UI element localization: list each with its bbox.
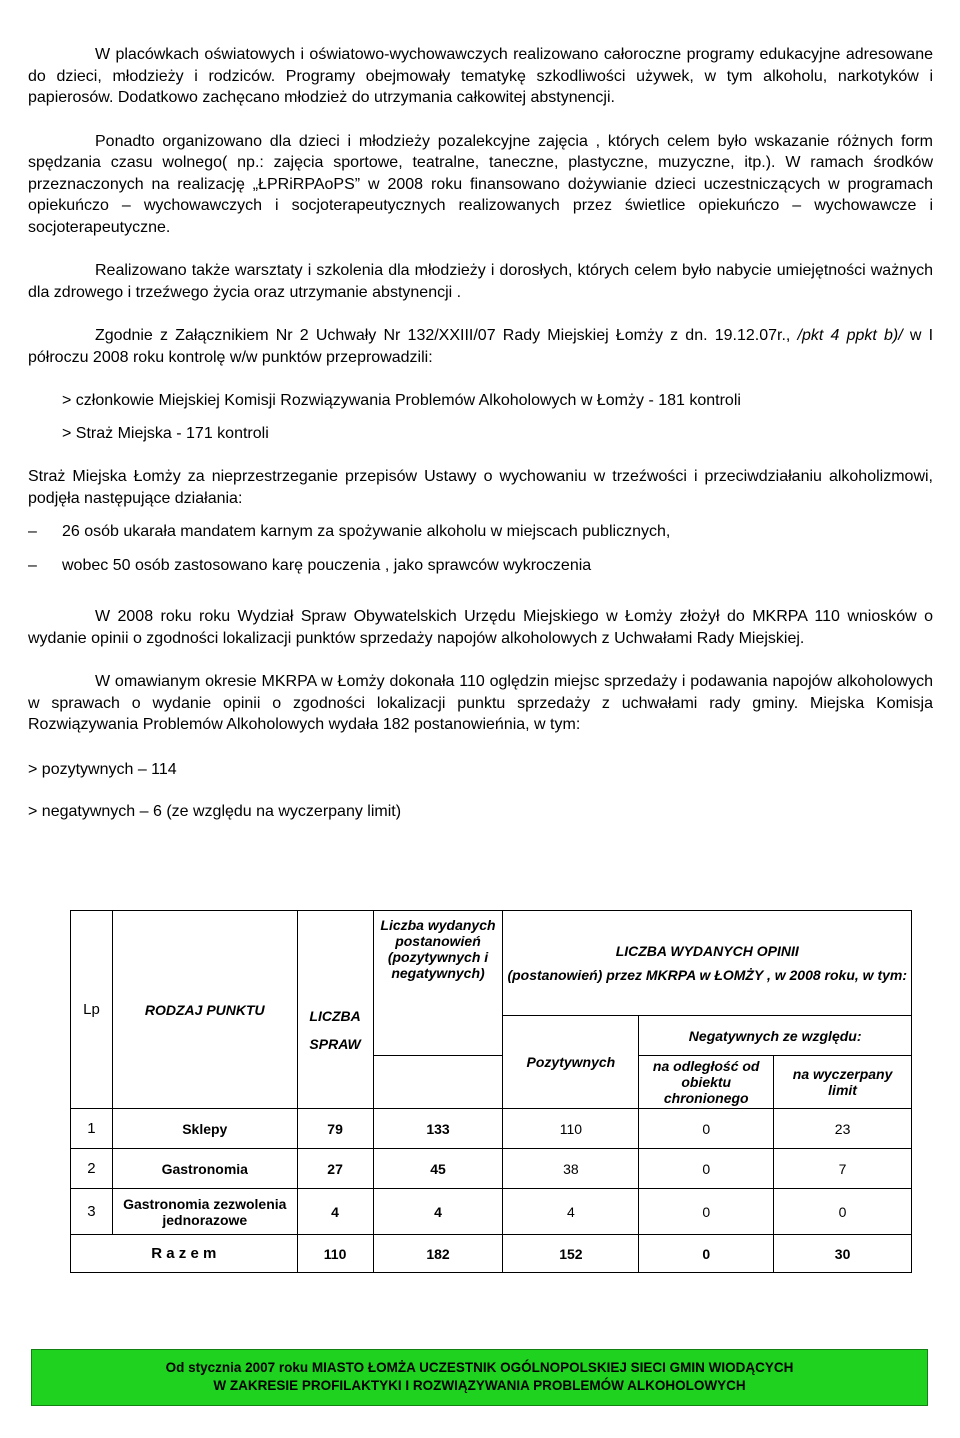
header-distance: na odległość od obiektu chronionego <box>639 1056 774 1109</box>
header-positive: Pozytywnych <box>503 1016 639 1109</box>
cell-limit: 23 <box>774 1109 912 1149</box>
document-body <box>28 44 933 823</box>
header-cases-line1: LICZBA <box>309 1007 361 1024</box>
total-issued: 182 <box>373 1235 503 1273</box>
total-positive: 152 <box>503 1235 639 1273</box>
paragraph-applications: W 2008 roku roku Wydział Spraw Obywatelskich Urzędu Miejskiego w Łomży złożył do MKRPA 110 wniosków o wydanie opinii o zgodności lokalizacji punktów sprzedaży napojów alkoholowych z Uchwałami Rady Miejskiej. <box>28 608 933 647</box>
paragraph-inspections: W omawianym okresie MKRPA w Łomży dokonała 110 oględzin miejsc sprzedaży i podawania napojów alkoholowych w sprawach o wydanie opinii o zgodności lokalizacji punktu sprzedaży z uchwałami rady gminy. Miejska Komisja Rozwiązywania Problemów Alkoholowych wydała 182 postanowieńnia, w tym: <box>28 673 933 733</box>
table-row <box>71 1189 912 1235</box>
table-row <box>71 1109 912 1149</box>
action-warnings <box>28 555 933 577</box>
controls-text-c: w I półroczu 2008 roku kontrolę w/w punktów przeprowadzili: <box>28 327 934 366</box>
cell-lp: 3 <box>71 1189 113 1235</box>
cell-count: 4 <box>297 1189 373 1235</box>
total-label: R a z e m <box>71 1235 298 1273</box>
cell-limit: 7 <box>774 1149 912 1189</box>
control-city-guard: > Straż Miejska - 171 kontroli <box>62 424 269 442</box>
cell-lp: 1 <box>71 1109 113 1149</box>
cell-type: Sklepy <box>112 1109 297 1149</box>
negative-count: > negatywnych – 6 (ze względu na wyczerpany limit) <box>28 803 402 820</box>
header-opinions-title: LICZBA WYDANYCH OPINII <box>615 943 799 959</box>
header-opinions <box>503 911 912 1016</box>
cell-type: Gastronomia zezwolenia jednorazowe <box>112 1189 297 1235</box>
header-negative: Negatywnych ze względu: <box>639 1016 912 1056</box>
total-limit: 30 <box>774 1235 912 1273</box>
footer-line-1: Od stycznia 2007 roku MIASTO ŁOMŻA UCZESTNIK OGÓLNOPOLSKIEJ SIECI GMIN WIODĄCYCH <box>165 1360 794 1375</box>
header-lp: Lp <box>71 911 113 1109</box>
cell-issued: 45 <box>373 1149 503 1189</box>
cell-count: 27 <box>297 1149 373 1189</box>
paragraph-workshops: Realizowano także warsztaty i szkolenia dla młodzieży i dorosłych, których celem było nabycie umiejętności ważnych dla zdrowego i trzeźwego życia oraz utrzymanie abstynencji . <box>28 262 933 301</box>
controls-text-ref: /pkt 4 ppkt b)/ <box>797 327 903 344</box>
cell-distance: 0 <box>639 1109 774 1149</box>
paragraph-education-programs: W placówkach oświatowych i oświatowo-wychowawczych realizowano całoroczne programy edukacyjne adresowane do dzieci, młodzieży i rodziców. Programy obejmowały tematykę szkodliwości używek, w tym alkoholu, narkotyków i papierosów. Dodatkowo zachęcano młodzież do utrzymania całkowitej abstynencji. <box>28 46 933 106</box>
total-count: 110 <box>297 1235 373 1273</box>
paragraph-city-guard-actions: Straż Miejska Łomży za nieprzestrzeganie przepisów Ustawy o wychowaniu w trzeźwości i przeciwdziałaniu alkoholizmowi, podjęła następujące działania: <box>28 468 933 507</box>
cell-distance: 0 <box>639 1149 774 1189</box>
cell-limit: 0 <box>774 1189 912 1235</box>
cell-issued: 4 <box>373 1189 503 1235</box>
positive-count: > pozytywnych – 114 <box>28 760 177 778</box>
cell-lp: 2 <box>71 1149 113 1189</box>
action-fines-text: 26 osób ukarała mandatem karnym za spożywanie alkoholu w miejscach publicznych, <box>62 523 671 540</box>
table-total-row <box>71 1235 912 1273</box>
header-limit: na wyczerpany limit <box>774 1056 912 1109</box>
opinions-table <box>70 910 912 1273</box>
footer-banner <box>31 1349 928 1406</box>
header-issued: Liczba wydanych postanowień (pozytywnych i negatywnych) <box>373 911 503 1056</box>
cell-count: 79 <box>297 1109 373 1149</box>
footer-line-2: W ZAKRESIE PROFILAKTYKI I ROZWIĄZYWANIA PROBLEMÓW ALKOHOLOWYCH <box>213 1378 746 1393</box>
cell-positive: 4 <box>503 1189 639 1235</box>
cell-type: Gastronomia <box>112 1149 297 1189</box>
header-cases-line2: SPRAW <box>309 1035 361 1052</box>
action-warnings-text: wobec 50 osób zastosowano karę pouczenia , jako sprawców wykroczenia <box>62 556 592 574</box>
cell-positive: 110 <box>503 1109 639 1149</box>
header-issued-blank <box>373 1056 503 1109</box>
controls-text-a: Zgodnie z Załącznikiem Nr 2 Uchwały Nr 132/XXIII/07 Rady Miejskiej Łomży z dn. 19.12.07r., <box>95 327 798 344</box>
paragraph-extracurricular: Ponadto organizowano dla dzieci i młodzieży pozalekcyjne zajęcia , których celem było wskazanie różnych form spędzania czasu wolnego( np.: zajęcia sportowe, teatralne, taneczne, plastyczne, muzyczne, itp.). W ramach środków przeznaczonych na realizację „ŁPRiRPAoPS” w 2008 roku finansowano dożywianie dzieci uczestniczących w programach opiekuńczo – wychowawczych i socjoterapeutycznych realizowanych przez świetlice opiekuńczo – wychowawcze i socjoterapeutyczne. <box>28 132 933 236</box>
cell-positive: 38 <box>503 1149 639 1189</box>
header-cases <box>297 911 373 1109</box>
control-commission: > członkowie Miejskiej Komisji Rozwiązywania Problemów Alkoholowych w Łomży - 181 kontroli <box>62 392 741 409</box>
table-row <box>71 1149 912 1189</box>
action-fines <box>28 521 933 543</box>
header-opinions-sub: (postanowień) przez MKRPA w ŁOMŻY , w 2008 roku, w tym: <box>507 967 908 983</box>
dash-bullet: – <box>28 556 37 574</box>
paragraph-controls <box>28 325 933 368</box>
cell-issued: 133 <box>373 1109 503 1149</box>
cell-distance: 0 <box>639 1189 774 1235</box>
total-distance: 0 <box>639 1235 774 1273</box>
dash-bullet: – <box>28 523 37 540</box>
header-point-type: RODZAJ PUNKTU <box>112 911 297 1109</box>
